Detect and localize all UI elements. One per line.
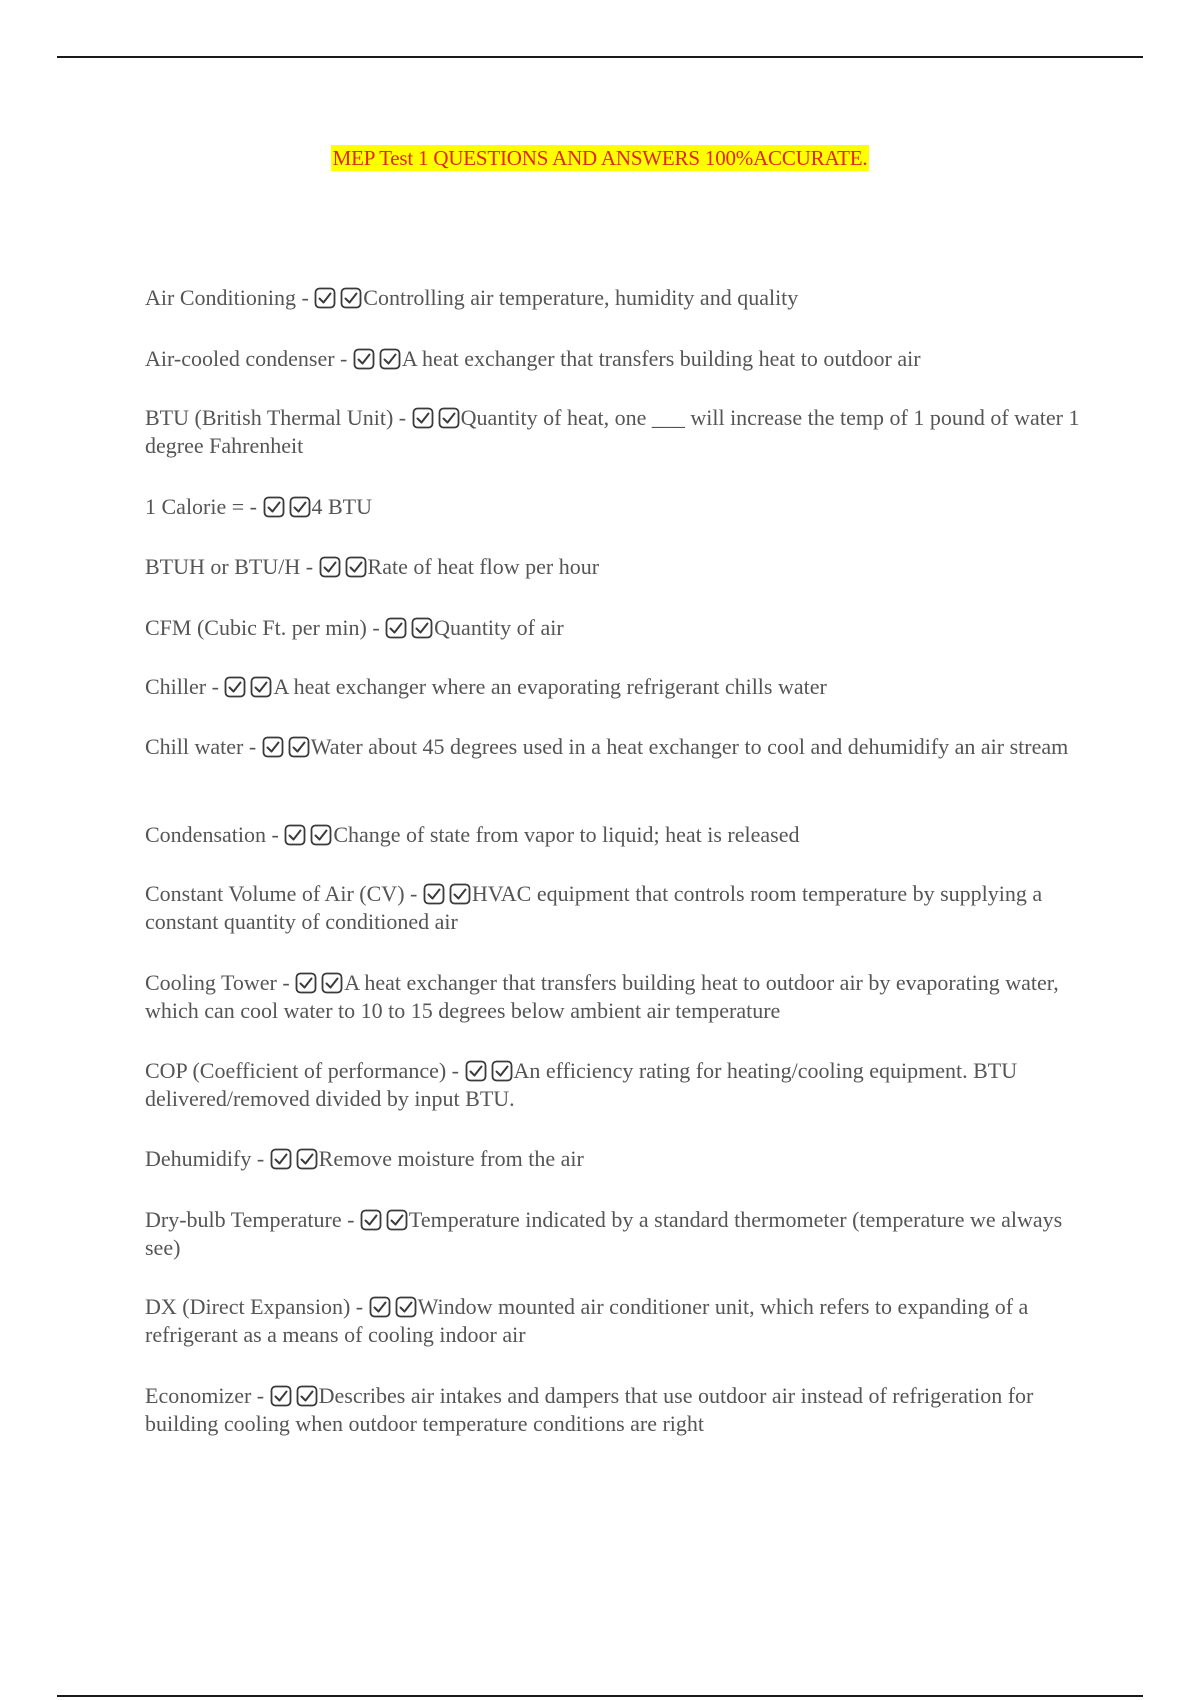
checkbox-checked-icon — [423, 883, 445, 905]
entry-definition: Change of state from vapor to liquid; heat is released — [333, 822, 800, 847]
entry-term: Constant Volume of Air (CV) — [145, 881, 405, 906]
entry-term: Economizer — [145, 1383, 252, 1408]
entry-definition: An efficiency rating for heating/cooling equipment. BTU delivered/removed divided by input BTU. — [145, 1058, 1018, 1111]
checkbox-checked-icon — [270, 1385, 292, 1407]
checkbox-checked-icon — [250, 676, 272, 698]
glossary-entry — [145, 1293, 1090, 1349]
entry-separator: - — [366, 615, 386, 640]
entry-definition: Describes air intakes and dampers that use outdoor air instead of refrigeration for building cooling when outdoor temperature conditions are right — [145, 1383, 1034, 1436]
entry-term: CFM (Cubic Ft. per min) — [145, 615, 367, 640]
checkbox-checked-icon — [491, 1060, 513, 1082]
entry-term: Chill water — [145, 734, 244, 759]
checkbox-checked-icon — [224, 676, 246, 698]
glossary-entry — [145, 673, 1090, 701]
document-title: MEP Test 1 QUESTIONS AND ANSWERS 100%ACCURATE. — [332, 146, 868, 170]
checkbox-checked-icon — [284, 824, 306, 846]
top-rule — [57, 56, 1143, 58]
entry-term: DX (Direct Expansion) — [145, 1294, 351, 1319]
checkbox-checked-icon — [449, 883, 471, 905]
entry-term: Condensation — [145, 822, 266, 847]
entry-definition: A heat exchanger that transfers building heat to outdoor air by evaporating water, which can cool water to 10 to 15 degrees below ambient air temperature — [145, 970, 1059, 1023]
entry-definition: Quantity of air — [434, 615, 564, 640]
glossary-entry — [145, 733, 1090, 761]
entry-definition: A heat exchanger that transfers building heat to outdoor air — [401, 346, 921, 371]
checkbox-checked-icon — [262, 736, 284, 758]
entry-separator: - — [251, 1146, 270, 1171]
entry-separator: - — [243, 734, 262, 759]
entry-definition: Rate of heat flow per hour — [367, 554, 600, 579]
glossary-entry — [145, 404, 1090, 460]
glossary-entry — [145, 969, 1090, 1025]
entry-separator: - — [276, 970, 296, 995]
entry-separator: - — [350, 1294, 369, 1319]
glossary-entry — [145, 1145, 1090, 1173]
entry-definition: Water about 45 degrees used in a heat exchanger to cool and dehumidify an air stream — [310, 734, 1069, 759]
entry-separator: - — [244, 494, 263, 519]
glossary-entry — [145, 284, 1090, 312]
checkbox-checked-icon — [296, 1148, 318, 1170]
checkbox-checked-icon — [379, 348, 401, 370]
checkbox-checked-icon — [296, 1385, 318, 1407]
entry-definition: A heat exchanger where an evaporating refrigerant chills water — [273, 674, 827, 699]
entry-separator: - — [341, 1207, 360, 1232]
entry-term: BTUH or BTU/H — [145, 554, 301, 579]
entry-term: Air-cooled condenser — [145, 346, 335, 371]
entry-definition: Controlling air temperature, humidity and quality — [363, 285, 799, 310]
checkbox-checked-icon — [360, 1209, 382, 1231]
glossary-entry — [145, 880, 1090, 936]
checkbox-checked-icon — [340, 287, 362, 309]
checkbox-checked-icon — [321, 972, 343, 994]
entry-term: Dry-bulb Temperature — [145, 1207, 342, 1232]
checkbox-checked-icon — [385, 617, 407, 639]
checkbox-checked-icon — [289, 496, 311, 518]
entry-term: Dehumidify — [145, 1146, 252, 1171]
entry-separator: - — [206, 674, 225, 699]
checkbox-checked-icon — [295, 972, 317, 994]
checkbox-checked-icon — [345, 556, 367, 578]
entry-separator: - — [300, 554, 319, 579]
glossary-entry — [145, 493, 1090, 521]
entry-separator: - — [295, 285, 315, 310]
glossary-entry — [145, 553, 1090, 581]
glossary-entry — [145, 1382, 1090, 1438]
checkbox-checked-icon — [314, 287, 336, 309]
checkbox-checked-icon — [310, 824, 332, 846]
glossary-entry — [145, 821, 1090, 849]
entry-separator: - — [393, 405, 412, 430]
checkbox-checked-icon — [412, 407, 434, 429]
glossary-entry — [145, 345, 1090, 373]
glossary-entry — [145, 1206, 1090, 1262]
checkbox-checked-icon — [395, 1296, 417, 1318]
entry-definition: Window mounted air conditioner unit, which refers to expanding of a refrigerant as a means of cooling indoor air — [145, 1294, 1029, 1347]
entry-definition: Remove moisture from the air — [318, 1146, 584, 1171]
checkbox-checked-icon — [319, 556, 341, 578]
checkbox-checked-icon — [411, 617, 433, 639]
entry-term: Cooling Tower — [145, 970, 277, 995]
checkbox-checked-icon — [353, 348, 375, 370]
entry-separator: - — [404, 881, 423, 906]
checkbox-checked-icon — [263, 496, 285, 518]
checkbox-checked-icon — [369, 1296, 391, 1318]
entry-separator: - — [446, 1058, 465, 1083]
glossary-entry — [145, 614, 1090, 642]
entry-term: Air Conditioning — [145, 285, 296, 310]
entry-definition: 4 BTU — [311, 494, 372, 519]
entry-separator: - — [334, 346, 353, 371]
glossary-entry — [145, 1057, 1090, 1113]
entry-definition: HVAC equipment that controls room temperature by supplying a constant quantity of conditioned air — [145, 881, 1043, 934]
checkbox-checked-icon — [288, 736, 310, 758]
entry-term: COP (Coefficient of performance) — [145, 1058, 447, 1083]
bottom-rule — [57, 1695, 1143, 1697]
checkbox-checked-icon — [438, 407, 460, 429]
entry-term: BTU (British Thermal Unit) — [145, 405, 394, 430]
entry-term: Chiller — [145, 674, 207, 699]
entry-separator: - — [251, 1383, 270, 1408]
checkbox-checked-icon — [386, 1209, 408, 1231]
entry-definition: Temperature indicated by a standard thermometer (temperature we always see) — [145, 1207, 1063, 1260]
entry-definition: Quantity of heat, one ___ will increase the temp of 1 pound of water 1 degree Fahrenheit — [145, 405, 1080, 458]
checkbox-checked-icon — [465, 1060, 487, 1082]
entry-separator: - — [266, 822, 285, 847]
entry-term: 1 Calorie = — [145, 494, 245, 519]
checkbox-checked-icon — [270, 1148, 292, 1170]
title-wrap — [0, 145, 1200, 171]
